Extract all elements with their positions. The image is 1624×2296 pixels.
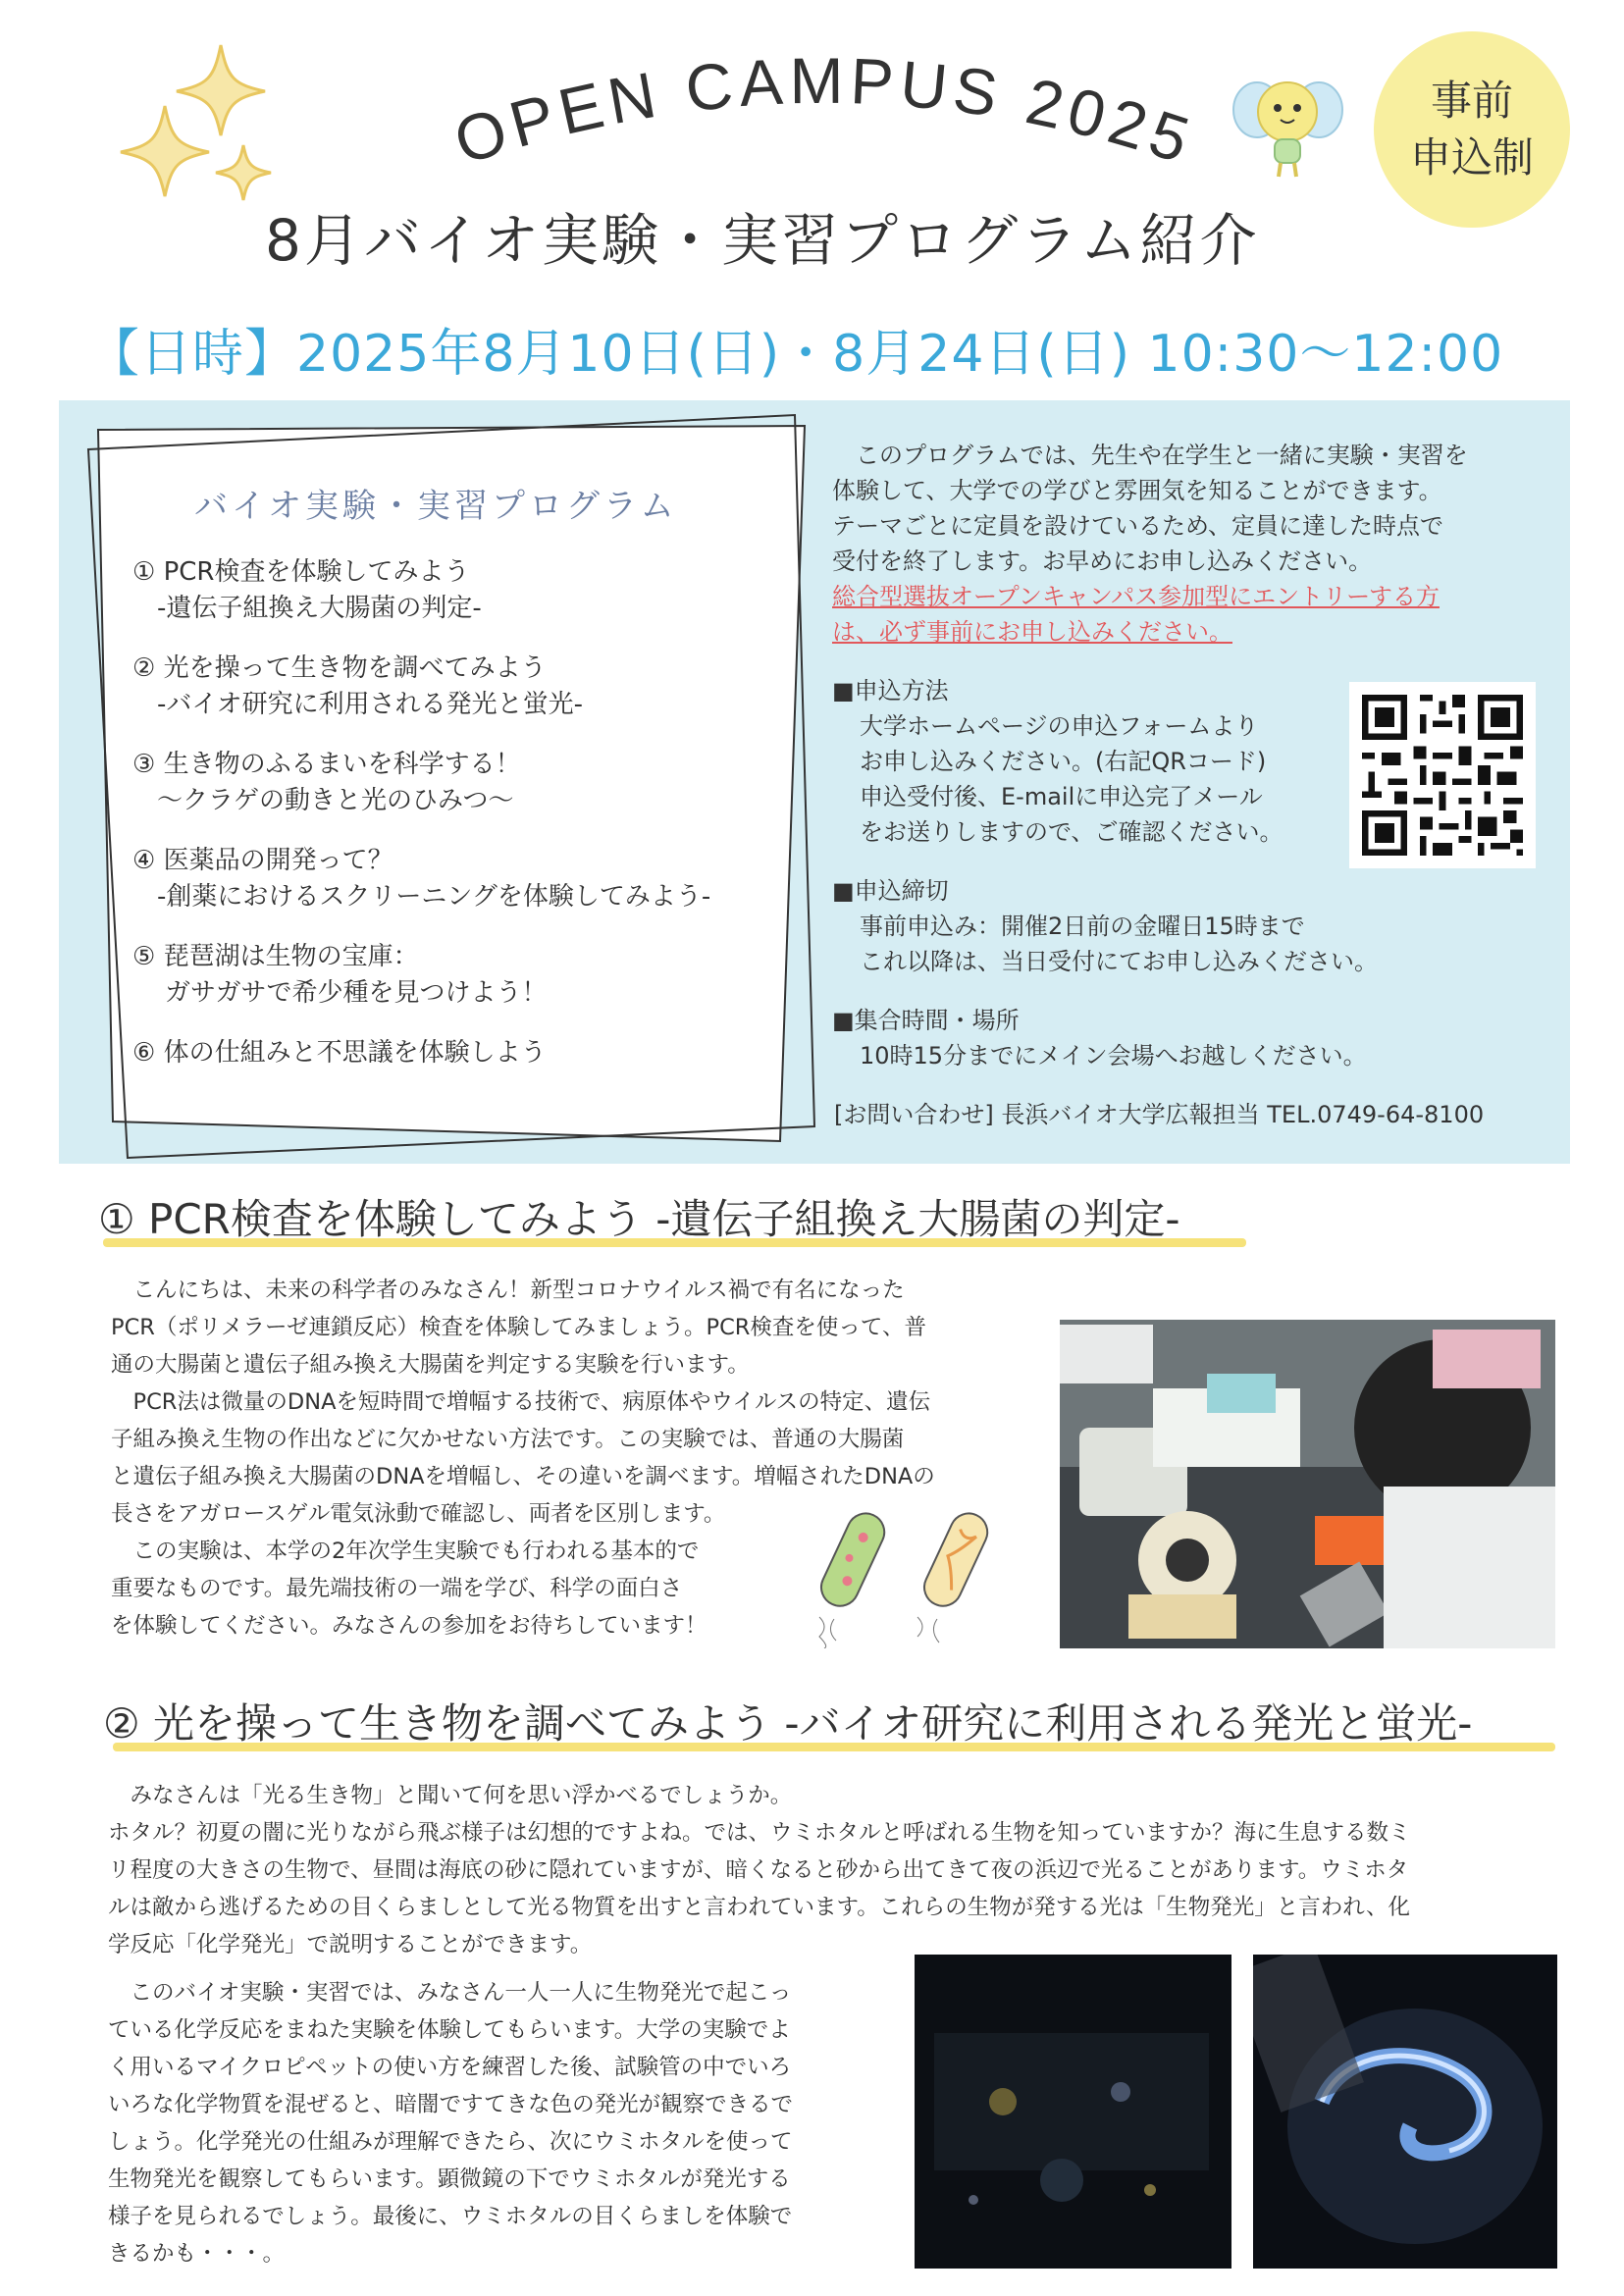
deadline-heading: ■申込締切	[832, 877, 949, 905]
meeting-heading: ■集合時間・場所	[832, 1007, 1020, 1034]
apply-text: 大学ホームページの申込フォームより	[860, 712, 1259, 740]
contact-info: [お問い合わせ] 長浜バイオ大学広報担当 TEL.0749-64-8100	[834, 1101, 1485, 1128]
program-item-sub: -遺伝子組換え大腸菌の判定-	[157, 594, 482, 623]
deadline-text: これ以降は、当日受付にてお申し込みください。	[860, 948, 1378, 975]
intro-text: テーマごとに定員を設けているため、定員に達した時点で	[832, 512, 1444, 540]
section2-text: ている化学反応をまねた実験を体験してもらいます。大学の実験でよ	[108, 2017, 791, 2043]
qr-code-icon	[1349, 682, 1536, 868]
pcr-experiment-photo	[1060, 1320, 1555, 1648]
section2-text: みなさんは「光る生き物」と聞いて何を思い浮かべるでしょうか。	[108, 1783, 793, 1808]
program-item: ④ 医薬品の開発って？	[132, 846, 393, 875]
section2-text: ホタル？初夏の闇に光りながら飛ぶ様子は幻想的ですよね。では、ウミホタルと呼ばれる生物を知っていますか？海に生息する数ミ	[108, 1820, 1411, 1846]
ecoli-illustration-icon	[800, 1501, 1021, 1648]
section2-text: 生物発光を観察してもらいます。顕微鏡の下でウミホタルが発光する	[108, 2166, 791, 2192]
dark-room-photo-icon	[915, 1955, 1231, 2269]
apply-heading: ■申込方法	[832, 677, 949, 704]
program-item-sub: ガサガサで希少種を見つけよう！	[165, 978, 548, 1008]
section1-text: この実験は、本学の2年次学生実験でも行われる基本的で	[111, 1539, 700, 1564]
program-item: ① PCR検査を体験してみよう	[132, 557, 470, 587]
section2-text: 様子を見られるでしょう。最後に、ウミホタルの目くらましを体験で	[108, 2204, 793, 2229]
section2-text: しょう。化学発光の仕組みが理解できたら、次にウミホタルを使って	[108, 2129, 793, 2155]
program-item-sub: -バイオ研究に利用される発光と蛍光-	[157, 690, 583, 719]
section1-text: 子組み換え生物の作出などに欠かせない方法です。この実験では、普通の大腸菌	[111, 1427, 905, 1452]
program-list-title: バイオ実験・実習プログラム	[194, 487, 678, 526]
entry-notice: 総合型選抜オープンキャンパス参加型にエントリーする方	[832, 583, 1440, 610]
glowing-sample-photo-icon	[1253, 1955, 1557, 2269]
program-item-sub: -創薬におけるスクリーニングを体験してみよう-	[157, 882, 711, 912]
section1-text: と遺伝子組み換え大腸菌のDNAを増幅し、その違いを調べます。増幅されたDNAの	[111, 1464, 935, 1489]
section1-text: 通の大腸菌と遺伝子組み換え大腸菌を判定する実験を行います。	[111, 1352, 750, 1378]
intro-text: 受付を終了します。お早めにお申し込みください。	[832, 548, 1373, 575]
section2-text: リ程度の大きさの生物で、昼間は海底の砂に隠れていますが、暗くなると砂から出てきて夜の浜辺で光ることがあります。ウミホタ	[108, 1857, 1409, 1883]
meeting-text: 10時15分までにメイン会場へお越しください。	[860, 1042, 1367, 1070]
section1-text: 長さをアガロースゲル電気泳動で確認し、両者を区別します。	[111, 1501, 726, 1527]
dark-lab-photo	[915, 1955, 1231, 2269]
section2-text: いろな化学物質を混ぜると、暗闇ですてきな色の発光が観察できるで	[108, 2092, 793, 2117]
section1-text: PCR法は微量のDNAを短時間で増幅する技術で、病原体やウイルスの特定、遺伝	[111, 1389, 931, 1415]
lab-photo-icon	[1060, 1320, 1555, 1648]
badge-line: 事前	[1430, 77, 1513, 125]
deadline-text: 事前申込み：開催2日前の金曜日15時まで	[860, 913, 1305, 940]
event-datetime: 【日時】2025年8月10日(日)・8月24日(日) 10:30〜12:00	[88, 325, 1504, 384]
section1-text: こんにちは、未来の科学者のみなさん！新型コロナウイルス禍で有名になった	[111, 1278, 905, 1303]
open-campus-title	[412, 29, 1236, 201]
intro-text: 体験して、大学での学びと雰囲気を知ることができます。	[832, 477, 1442, 504]
section1-text: 重要なものです。最先端技術の一端を学び、科学の面白さ	[111, 1576, 683, 1601]
mascot-icon	[1231, 71, 1344, 181]
program-item: ⑤ 琵琶湖は生物の宝庫：	[132, 942, 419, 971]
qr-code[interactable]	[1349, 682, 1536, 868]
section2-text: ルは敵から逃げるための目くらましとして光る物質を出すと言われています。これらの生物が発する光は「生物発光」と言われ、化	[108, 1895, 1411, 1920]
section1-text: PCR（ポリメラーゼ連鎖反応）検査を体験してみましょう。PCR検査を使って、普	[111, 1315, 926, 1340]
entry-notice: は、必ず事前にお申し込みください。	[832, 618, 1232, 646]
section2-text: 学反応「化学発光」で説明することができます。	[108, 1932, 593, 1957]
apply-text: をお送りしますので、ご確認ください。	[860, 818, 1283, 846]
sparkle-decoration-icon	[118, 37, 285, 214]
badge-line: 申込制	[1409, 133, 1534, 182]
section1-text: を体験してください。みなさんの参加をお待ちしています！	[111, 1613, 707, 1639]
page-subtitle: 8月バイオ実験・実習プログラム紹介	[265, 207, 1260, 274]
bioluminescence-photo	[1253, 1955, 1557, 2269]
section2-title: ② 光を操って生き物を調べてみよう -バイオ研究に利用される発光と蛍光-	[103, 1699, 1473, 1748]
intro-text: このプログラムでは、先生や在学生と一緒に実験・実習を	[832, 442, 1468, 469]
section2-text: このバイオ実験・実習では、みなさん一人一人に生物発光で起こっ	[108, 1980, 792, 2006]
section2-text: きるかも・・・。	[108, 2241, 286, 2267]
pre-registration-badge	[1374, 31, 1570, 228]
program-item: ⑥ 体の仕組みと不思議を体験しよう	[132, 1038, 547, 1068]
program-item: ③ 生き物のふるまいを科学する！	[132, 750, 521, 779]
apply-text: お申し込みください。(右記QRコード)	[860, 748, 1267, 775]
svg-text:OPEN CAMPUS 2025: OPEN CAMPUS 2025	[445, 43, 1204, 179]
section1-title: ① PCR検査を体験してみよう -遺伝子組換え大腸菌の判定-	[98, 1195, 1180, 1243]
program-item: ② 光を操って生き物を調べてみよう	[132, 653, 547, 683]
section2-text: く用いるマイクロピペットの使い方を練習した後、試験管の中でいろ	[108, 2055, 792, 2080]
apply-text: 申込受付後、E-mailに申込完了メール	[860, 783, 1263, 810]
program-item-sub: 〜クラゲの動きと光のひみつ〜	[157, 786, 514, 815]
